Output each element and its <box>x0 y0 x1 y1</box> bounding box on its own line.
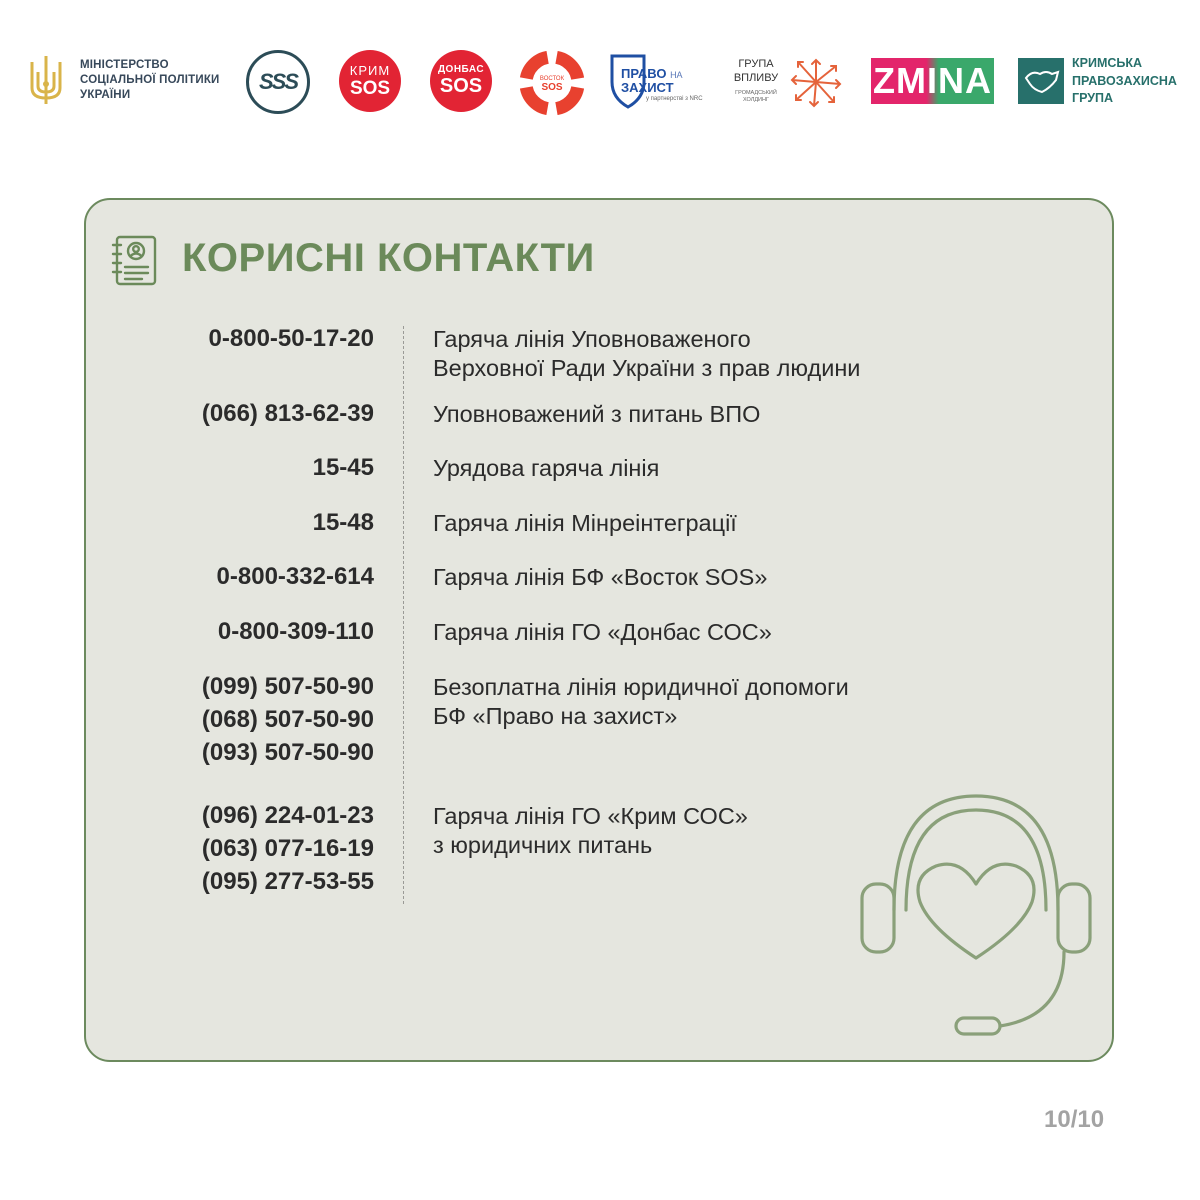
ministry-line-1: МІНІСТЕРСТВО <box>80 59 169 71</box>
phone-number[interactable]: 15-45 <box>312 454 374 481</box>
phone-number[interactable]: (096) 224-01-23 <box>201 802 374 829</box>
pravo-line-2: ЗАХИСТ <box>621 80 674 95</box>
contact-description <box>433 400 760 429</box>
contact-book-icon <box>110 234 160 288</box>
sss-label: SSS <box>258 69 298 94</box>
description-line: Гаряча лінія ГО «Крим СОС» <box>433 803 748 829</box>
contact-phones <box>202 397 374 430</box>
contact-description <box>433 673 849 731</box>
phone-number[interactable]: (095) 277-53-55 <box>201 868 374 895</box>
contact-description <box>433 563 767 592</box>
khpg-line-3: ГРУПА <box>1072 91 1114 105</box>
phone-number[interactable]: (063) 077-16-19 <box>201 835 374 862</box>
description-line: Гаряча лінія ГО «Донбас СОС» <box>433 619 772 645</box>
contact-description <box>433 509 737 538</box>
contact-phones <box>209 322 374 355</box>
contact-phones <box>202 799 374 898</box>
zmina-logo <box>871 58 994 104</box>
phone-number[interactable]: (099) 507-50-90 <box>201 673 374 700</box>
description-line: з юридичних питань <box>433 832 653 858</box>
pravo-partner: у партнерстві з NRC <box>646 96 703 102</box>
trident-icon <box>26 54 66 106</box>
contact-phones <box>218 615 374 648</box>
contact-description <box>433 802 748 860</box>
phone-number[interactable]: 0-800-309-110 <box>217 618 374 645</box>
phone-number[interactable]: (066) 813-62-39 <box>201 400 374 427</box>
page-title: КОРИСНІ КОНТАКТИ <box>182 236 595 280</box>
contact-description <box>433 454 659 483</box>
grupa-line-1: ГРУПА <box>738 58 774 70</box>
contact-description <box>433 325 860 383</box>
krym-sos-logo <box>339 50 401 112</box>
khpg-line-2: ПРАВОЗАХИСНА <box>1072 73 1177 88</box>
sss-logo <box>246 50 310 114</box>
arrows-icon <box>786 54 846 110</box>
khpg-line-1: КРИМСЬКА <box>1072 56 1143 70</box>
contact-phones <box>313 506 374 539</box>
phone-number[interactable]: (068) 507-50-90 <box>201 706 374 733</box>
pravo-na-zakhyst-logo <box>608 52 718 112</box>
description-line: Безоплатна лінія юридичної допомоги <box>433 674 849 700</box>
headset-heart-icon <box>858 792 1094 1044</box>
crimea-map-icon <box>1018 58 1064 104</box>
dashed-divider <box>403 326 404 904</box>
khpg-logo <box>1018 55 1188 111</box>
phone-number[interactable]: 0-800-50-17-20 <box>208 325 374 352</box>
description-line: Урядова гаряча лінія <box>433 455 660 481</box>
page-number: 10/10 <box>1044 1106 1105 1133</box>
vostok-sos-logo <box>519 50 585 116</box>
partner-logos <box>0 0 1200 170</box>
krym-sos-line-1: КРИМ <box>349 62 391 78</box>
lifebuoy-icon <box>519 50 585 116</box>
ministry-line-2: СОЦІАЛЬНОЇ ПОЛІТИКИ <box>80 74 220 86</box>
contact-phones <box>313 451 374 484</box>
grupa-line-3: ГРОМАДСЬКИЙ ХОЛДИНГ <box>735 90 777 103</box>
description-line: Гаряча лінія Уповноваженого <box>433 326 751 352</box>
vostok-sos-line-2: SOS <box>541 82 563 93</box>
donbas-sos-logo <box>430 50 492 112</box>
description-line: Гаряча лінія БФ «Восток SOS» <box>433 564 768 590</box>
vostok-sos-line-1: ВОСТОК <box>539 76 565 82</box>
phone-number[interactable]: 15-48 <box>312 509 374 536</box>
description-line: Верховної Ради України з прав людини <box>433 355 861 381</box>
phone-number[interactable]: 0-800-332-614 <box>216 563 374 590</box>
donbas-sos-line-1: ДОНБАС <box>437 64 485 75</box>
pravo-line-1: ПРАВО <box>621 66 667 81</box>
description-line: Гаряча лінія Мінреінтеграції <box>433 510 737 536</box>
description-line: БФ «Право на захист» <box>433 703 678 729</box>
contact-phones <box>202 670 374 769</box>
description-line: Уповноважений з питань ВПО <box>433 401 761 427</box>
donbas-sos-line-2: SOS <box>439 75 483 97</box>
ministry-logo <box>26 52 226 112</box>
contact-description <box>433 618 772 647</box>
ministry-line-3: УКРАЇНИ <box>80 89 131 101</box>
grupa-vplyvu-logo <box>726 50 851 112</box>
grupa-line-2: ВПЛИВУ <box>733 72 779 84</box>
phone-number[interactable]: (093) 507-50-90 <box>201 739 374 766</box>
contact-phones <box>217 560 374 593</box>
pravo-na: НА <box>670 70 683 80</box>
krym-sos-line-2: SOS <box>349 77 391 99</box>
zmina-label: ZMINA <box>873 60 992 101</box>
